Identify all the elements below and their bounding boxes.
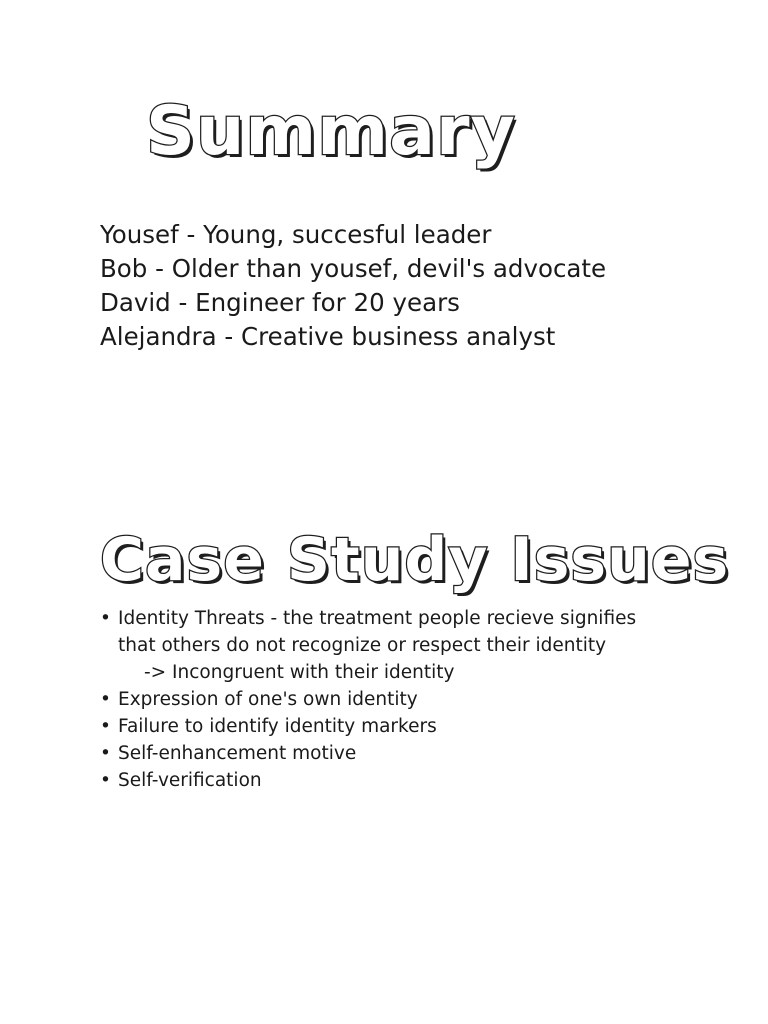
- summary-line-david: David - Engineer for 20 years: [100, 288, 460, 317]
- issue-text: Self-enhancement motive: [118, 743, 357, 764]
- issue-item-identity-markers: [100, 713, 660, 740]
- issue-text: Identity Threats - the treatment people recieve signifies that others do not recognize or respect their identity: [118, 608, 637, 656]
- issue-text: Expression of one's own identity: [118, 689, 418, 710]
- issue-text: -> Incongruent with their identity: [144, 662, 455, 683]
- bullet-marker: •: [100, 770, 111, 791]
- issue-item-self-verification: [100, 767, 660, 794]
- case-study-issues-heading: Case Study Issues: [100, 525, 730, 595]
- summary-line-bob: Bob - Older than yousef, devil's advocate: [100, 254, 607, 283]
- bullet-marker: •: [100, 716, 111, 737]
- summary-line-yousef: Yousef - Young, succesful leader: [100, 220, 492, 249]
- bullet-marker: •: [100, 743, 111, 764]
- issue-text: Failure to identify identity markers: [118, 716, 437, 737]
- issue-item-self-enhancement: [100, 740, 660, 767]
- bullet-marker: •: [100, 608, 111, 629]
- issue-item-expression: [100, 686, 660, 713]
- summary-list: [100, 218, 660, 354]
- summary-heading: Summary: [146, 92, 516, 171]
- issue-text: Self-verification: [118, 770, 262, 791]
- bullet-marker: •: [100, 689, 111, 710]
- issues-list: [100, 605, 660, 794]
- summary-line-alejandra: Alejandra - Creative business analyst: [100, 322, 556, 351]
- issue-subitem-incongruent: [100, 659, 660, 686]
- issue-item-identity-threats: [100, 605, 660, 659]
